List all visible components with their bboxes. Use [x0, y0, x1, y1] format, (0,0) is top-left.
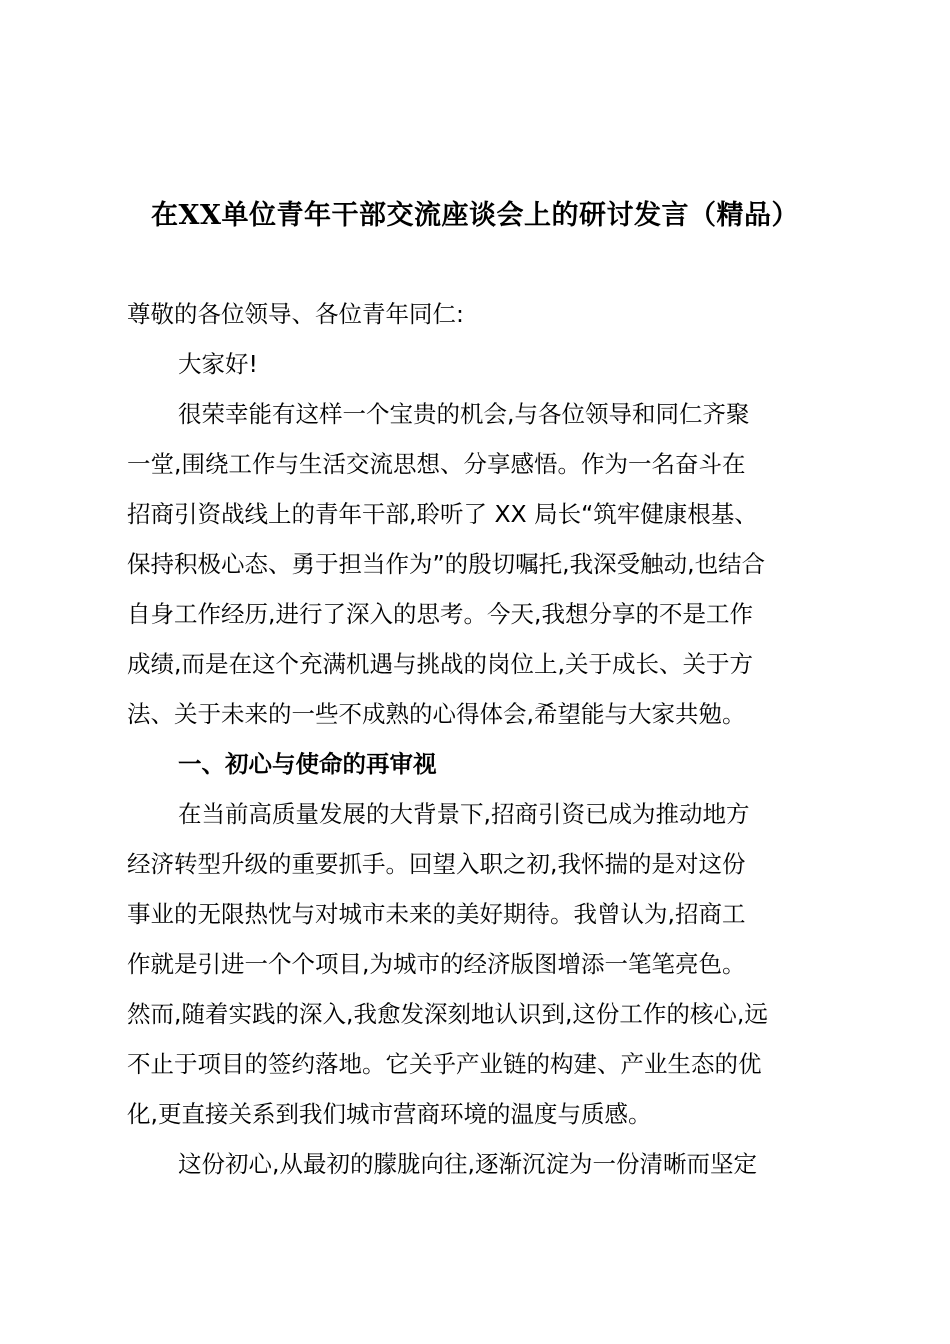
salutation: 尊敬的各位领导、各位青年同仁:: [127, 300, 464, 328]
paragraph-line: 招商引资战线上的青年干部,聆听了 XX 局长“筑牢健康根基、: [127, 500, 758, 528]
paragraph-line: 很荣幸能有这样一个宝贵的机会,与各位领导和同仁齐聚: [178, 400, 750, 428]
paragraph-line: 不止于项目的签约落地。它关乎产业链的构建、产业生态的优: [127, 1050, 762, 1078]
paragraph-line: 化,更直接关系到我们城市营商环境的温度与质感。: [127, 1100, 652, 1128]
paragraph-line: 事业的无限热忱与对城市未来的美好期待。我曾认为,招商工: [127, 900, 746, 928]
paragraph-line: 自身工作经历,进行了深入的思考。今天,我想分享的不是工作: [127, 600, 753, 628]
greeting: 大家好!: [178, 350, 258, 378]
paragraph-line: 然而,随着实践的深入,我愈发深刻地认识到,这份工作的核心,远: [127, 1000, 768, 1028]
paragraph-line: 成绩,而是在这个充满机遇与挑战的岗位上,关于成长、关于方: [127, 650, 753, 678]
paragraph-line: 在当前高质量发展的大背景下,招商引资已成为推动地方: [178, 800, 750, 828]
section-heading-1: 一、初心与使命的再审视: [178, 750, 437, 778]
paragraph-line: 保持积极心态、勇于担当作为”的殷切嘱托,我深受触动,也结合: [127, 550, 766, 578]
paragraph-line: 作就是引进一个个项目,为城市的经济版图增添一笔笔亮色。: [127, 950, 746, 978]
paragraph-line: 经济转型升级的重要抓手。回望入职之初,我怀揣的是对这份: [127, 850, 746, 878]
paragraph-line: 法、关于未来的一些不成熟的心得体会,希望能与大家共勉。: [127, 700, 746, 728]
paragraph-line: 一堂,围绕工作与生活交流思想、分享感悟。作为一名奋斗在: [127, 450, 746, 478]
paragraph-line: 这份初心,从最初的朦胧向往,逐渐沉淀为一份清晰而坚定: [178, 1150, 757, 1178]
document-title: 在XX单位青年干部交流座谈会上的研讨发言（精品）: [151, 200, 799, 231]
